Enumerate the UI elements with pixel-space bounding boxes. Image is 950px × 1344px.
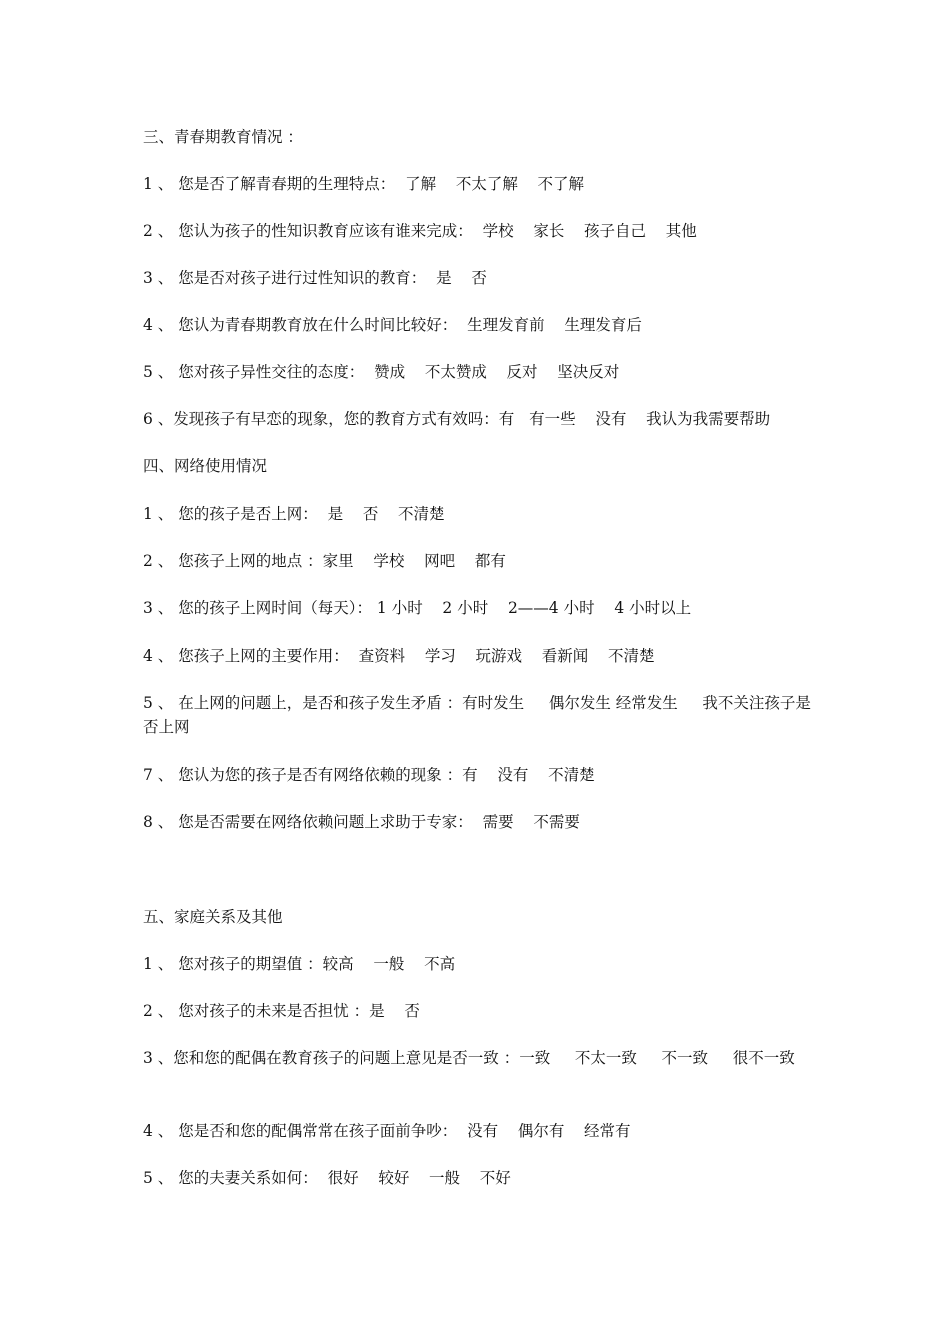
option: 是 bbox=[327, 505, 344, 523]
question-line bbox=[143, 407, 813, 431]
option: 偶尔有 bbox=[517, 1122, 565, 1140]
option: 了解 bbox=[405, 175, 437, 193]
option: 4 小时以上 bbox=[614, 599, 692, 617]
option: 孩子自己 bbox=[584, 222, 647, 240]
question-line bbox=[143, 1166, 813, 1190]
option: 一致 bbox=[519, 1049, 551, 1067]
option: 反对 bbox=[506, 363, 538, 381]
option: 不太了解 bbox=[455, 175, 518, 193]
option: 不需要 bbox=[533, 813, 580, 831]
option: 其他 bbox=[665, 222, 697, 240]
question-text: 5 、 您对孩子异性交往的态度： bbox=[143, 363, 365, 381]
option: 看新闻 bbox=[541, 647, 589, 665]
question-line bbox=[143, 219, 813, 243]
question-line bbox=[143, 763, 813, 787]
question-text: 1 、 您的孩子是否上网： bbox=[143, 505, 318, 523]
option: 经常发生 bbox=[615, 694, 678, 712]
option: 2 小时 bbox=[442, 599, 489, 617]
option: 没有 bbox=[467, 1122, 499, 1140]
question-text: 4 、 您孩子上网的主要作用： bbox=[143, 647, 349, 665]
option: 不清楚 bbox=[548, 766, 595, 784]
question-text: 5 、 您的夫妻关系如何： bbox=[143, 1169, 318, 1187]
option: 不太一致 bbox=[574, 1049, 637, 1067]
question-text: 5 、 在上网的问题上，是否和孩子发生矛盾 ： bbox=[143, 694, 463, 712]
option: 否 bbox=[471, 269, 487, 287]
option: 否 bbox=[404, 1002, 420, 1020]
option: 网吧 bbox=[424, 552, 456, 570]
question-text: 4 、 您是否和您的配偶常常在孩子面前争吵： bbox=[143, 1122, 458, 1140]
option: 否 bbox=[362, 505, 379, 523]
option: 生理发育后 bbox=[564, 316, 642, 334]
question-text: 7 、 您认为您的孩子是否有网络依赖的现象 ： bbox=[143, 766, 463, 784]
option: 有 bbox=[462, 766, 478, 784]
question-line bbox=[143, 313, 813, 337]
question-line bbox=[143, 266, 813, 290]
option: 一般 bbox=[429, 1169, 461, 1187]
question-line bbox=[143, 502, 813, 526]
question-text: 1 、 您是否了解青春期的生理特点： bbox=[143, 175, 396, 193]
option: 经常有 bbox=[584, 1122, 631, 1140]
question-line bbox=[143, 360, 813, 384]
option: 都有 bbox=[474, 552, 506, 570]
option: 一般 bbox=[373, 955, 405, 973]
question-text: 4 、 您认为青春期教育放在什么时间比较好： bbox=[143, 316, 458, 334]
option: 不清楚 bbox=[398, 505, 445, 523]
option: 家里 bbox=[322, 552, 354, 570]
question-line bbox=[143, 691, 813, 739]
option: 学校 bbox=[373, 552, 405, 570]
option: 不太赞成 bbox=[424, 363, 487, 381]
option: 不一致 bbox=[661, 1049, 709, 1067]
option: 我认为我需要帮助 bbox=[646, 410, 771, 428]
section-heading: 四、网络使用情况 bbox=[143, 457, 268, 475]
question-line bbox=[143, 1119, 813, 1143]
option: 较好 bbox=[378, 1169, 410, 1187]
question-text: 3 、 您是否对孩子进行过性知识的教育： bbox=[143, 269, 427, 287]
option: 坚决反对 bbox=[557, 363, 620, 381]
question-text: 3 、 您的孩子上网时间（每天）： bbox=[143, 599, 372, 617]
question-line bbox=[143, 172, 813, 196]
option: 没有 bbox=[595, 410, 627, 428]
section-heading: 三、青春期教育情况 ： bbox=[143, 128, 303, 146]
option: 很不一致 bbox=[732, 1049, 795, 1067]
option: 偶尔发生 bbox=[548, 694, 611, 712]
option: 很好 bbox=[327, 1169, 359, 1187]
section-heading: 五、家庭关系及其他 bbox=[143, 908, 283, 926]
option: 学校 bbox=[482, 222, 514, 240]
question-text: 8 、 您是否需要在网络依赖问题上求助于专家： bbox=[143, 813, 473, 831]
option: 我不关注孩子是否上网 bbox=[143, 694, 811, 736]
question-line bbox=[143, 810, 813, 834]
option: 不高 bbox=[424, 955, 456, 973]
question-text: 6 、发现孩子有早恋的现象，您的教育方式有效吗： bbox=[143, 410, 499, 428]
question-text: 2 、 您对孩子的未来是否担忧 ： bbox=[143, 1002, 370, 1020]
question-line bbox=[143, 1046, 813, 1070]
question-text: 2 、 您孩子上网的地点 ： bbox=[143, 552, 323, 570]
option: 有一些 bbox=[529, 410, 576, 428]
option: 不了解 bbox=[537, 175, 585, 193]
option: 是 bbox=[369, 1002, 385, 1020]
question-text: 1 、 您对孩子的期望值 ： bbox=[143, 955, 323, 973]
option: 玩游戏 bbox=[475, 647, 523, 665]
question-line bbox=[143, 999, 813, 1023]
question-line bbox=[143, 952, 813, 976]
option: 有 bbox=[498, 410, 515, 428]
option: 2——4 小时 bbox=[507, 599, 595, 617]
option: 家长 bbox=[533, 222, 565, 240]
question-text: 3 、您和您的配偶在教育孩子的问题上意见是否一致 ： bbox=[143, 1049, 520, 1067]
option: 需要 bbox=[482, 813, 514, 831]
question-line bbox=[143, 549, 813, 573]
option: 是 bbox=[436, 269, 452, 287]
option: 赞成 bbox=[374, 363, 406, 381]
option: 较高 bbox=[322, 955, 354, 973]
option: 没有 bbox=[497, 766, 529, 784]
option: 有时发生 bbox=[462, 694, 525, 712]
question-text: 2 、 您认为孩子的性知识教育应该有谁来完成： bbox=[143, 222, 473, 240]
option: 查资料 bbox=[358, 647, 406, 665]
option: 1 小时 bbox=[376, 599, 423, 617]
option: 生理发育前 bbox=[467, 316, 545, 334]
question-line bbox=[143, 596, 813, 620]
question-line bbox=[143, 644, 813, 668]
option: 不好 bbox=[479, 1169, 511, 1187]
option: 不清楚 bbox=[608, 647, 655, 665]
option: 学习 bbox=[424, 647, 456, 665]
